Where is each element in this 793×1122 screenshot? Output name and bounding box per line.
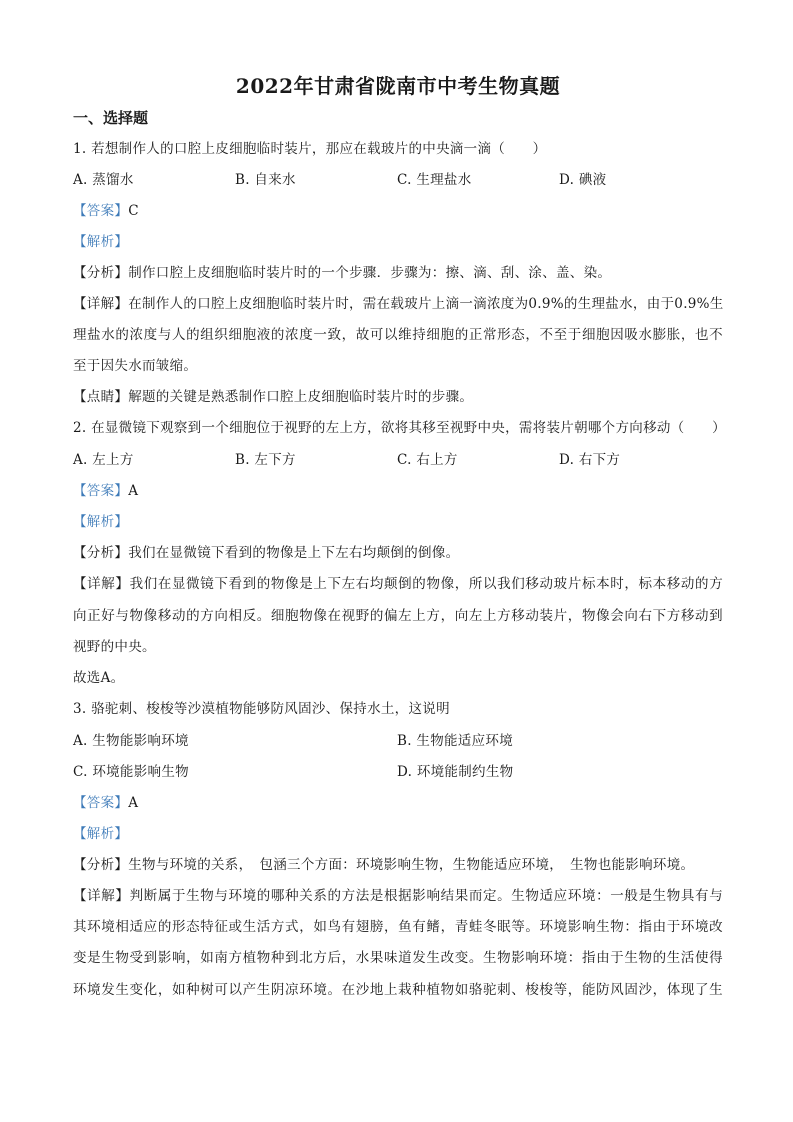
section-heading: 一、选择题 <box>73 109 149 127</box>
question-3-stem <box>73 699 450 719</box>
option-b: B. 生物能适应环境 <box>397 733 514 749</box>
question-3-detail-line-1 <box>73 886 723 906</box>
detail-label: 【详解】 <box>73 296 129 312</box>
analysis-text: 生物与环境的关系， 包涵三个方面：环境影响生物，生物能适应环境， 生物也能影响环境。 <box>128 857 695 873</box>
explanation-label: 【解析】 <box>73 826 129 842</box>
explanation-label: 【解析】 <box>73 234 129 250</box>
question-3-detail-line-2: 其环境相适应的形态特征或生活方式，如鸟有翅膀，鱼有鳍，青蛙冬眠等。环境影响生物：指由于环境改 <box>73 919 723 935</box>
detail-label: 【详解】 <box>73 576 130 592</box>
question-text: 在显微镜下观察到一个细胞位于视野的左上方，欲将其移至视野中央，需将装片朝哪个方向移动（ ） <box>91 420 726 436</box>
question-2-detail-line-1 <box>73 574 723 594</box>
comment-label: 【点睛】 <box>73 389 129 405</box>
document-title: 2022年甘肃省陇南市中考生物真题 <box>235 74 561 98</box>
option-b: B. 自来水 <box>235 172 296 188</box>
option-a: A. 蒸馏水 <box>73 172 134 188</box>
analysis-label: 【分析】 <box>73 265 129 281</box>
analysis-text: 制作口腔上皮细胞临时装片时的一个步骤．步骤为：擦、滴、刮、涂、盖、染。 <box>128 265 612 281</box>
answer-value: A <box>128 795 139 811</box>
question-1-detail-line-2: 理盐水的浓度与人的组织细胞液的浓度一致，故可以维持细胞的正常形态，不至于细胞因吸水膨胀，也不 <box>73 327 723 343</box>
question-1-stem <box>73 139 546 159</box>
question-2-stem <box>73 418 726 438</box>
question-1-comment <box>73 387 473 407</box>
question-number: 3. <box>73 701 87 717</box>
question-3-detail-line-4: 环境发生变化，如种树可以产生阴凉环境。在沙地上栽种植物如骆驼刺、梭梭等，能防风固沙，体现了生 <box>73 982 723 998</box>
option-c: C. 右上方 <box>397 452 458 468</box>
question-1-analysis <box>73 263 611 283</box>
question-2-explanation-label <box>73 512 128 532</box>
question-2-detail-line-2: 向正好与物像移动的方向相反。细胞物像在视野的偏左上方，向左上方移动装片，物像会向右下方移动到 <box>73 608 723 624</box>
answer-label: 【答案】 <box>73 203 129 219</box>
analysis-label: 【分析】 <box>73 545 129 561</box>
question-2-analysis <box>73 543 459 563</box>
question-1-detail-line-1 <box>73 294 723 314</box>
option-c: C. 生理盐水 <box>397 172 472 188</box>
analysis-label: 【分析】 <box>73 857 129 873</box>
question-text: 骆驼刺、梭梭等沙漠植物能够防风固沙、保持水土，这说明 <box>91 701 450 717</box>
question-text: 若想制作人的口腔上皮细胞临时装片，那应在载玻片的中央滴一滴（ ） <box>91 141 547 157</box>
answer-label: 【答案】 <box>73 795 129 811</box>
question-3-explanation-label <box>73 824 128 844</box>
option-b: B. 左下方 <box>235 452 296 468</box>
option-d: D. 环境能制约生物 <box>397 764 514 780</box>
question-3-answer <box>73 793 138 813</box>
option-d: D. 碘液 <box>559 172 607 188</box>
question-number: 2. <box>73 420 87 436</box>
option-a: A. 左上方 <box>73 452 134 468</box>
explanation-label: 【解析】 <box>73 514 129 530</box>
comment-text: 解题的关键是熟悉制作口腔上皮细胞临时装片时的步骤。 <box>128 389 474 405</box>
question-2-detail-line-3: 视野的中央。 <box>73 639 156 655</box>
answer-value: A <box>128 483 139 499</box>
answer-value: C <box>128 203 139 219</box>
option-d: D. 右下方 <box>559 452 621 468</box>
analysis-text: 我们在显微镜下看到的物像是上下左右均颠倒的倒像。 <box>128 545 460 561</box>
option-a: A. 生物能影响环境 <box>73 733 189 749</box>
option-c: C. 环境能影响生物 <box>73 764 189 780</box>
answer-label: 【答案】 <box>73 483 129 499</box>
detail-text: 在制作人的口腔上皮细胞临时装片时，需在载玻片上滴一滴浓度为0.9%的生理盐水，由于0.9%生 <box>128 296 724 312</box>
question-3-detail-line-3: 变是生物受到影响，如南方植物种到北方后，水果味道发生改变。生物影响环境：指由于生物的生活使得 <box>73 950 723 966</box>
question-1-answer <box>73 201 139 221</box>
question-2-answer <box>73 481 138 501</box>
question-1-detail-line-3: 至于因失水而皱缩。 <box>73 358 198 374</box>
detail-text: 判断属于生物与环境的哪种关系的方法是根据影响结果而定。生物适应环境：一般是生物具有与 <box>129 888 723 904</box>
question-number: 1. <box>73 141 87 157</box>
question-1-explanation-label <box>73 232 128 252</box>
detail-label: 【详解】 <box>73 888 130 904</box>
question-3-analysis <box>73 855 694 875</box>
question-2-conclusion: 故选A。 <box>73 670 125 686</box>
detail-text: 我们在显微镜下看到的物像是上下左右均颠倒的物像，所以我们移动玻片标本时，标本移动的方 <box>129 576 723 592</box>
